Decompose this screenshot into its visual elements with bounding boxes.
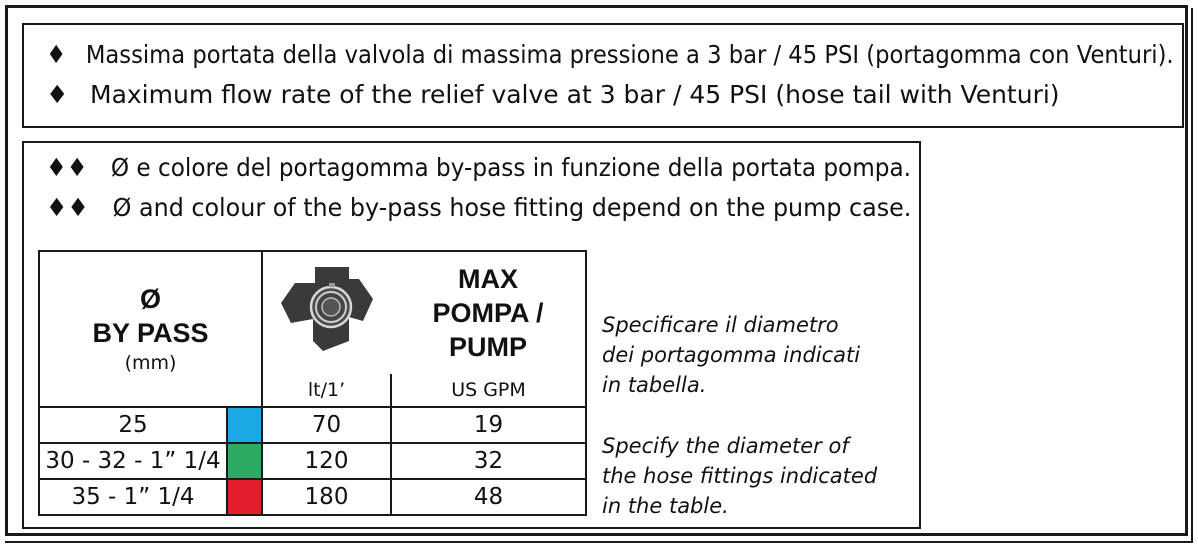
color-swatch xyxy=(227,443,262,479)
flow-note-italian: ♦ Massima portata della valvola di massima pressione a 3 bar / 45 PSI (portagomma con Venturi). xyxy=(46,40,1174,69)
pump-icon-cell xyxy=(262,251,391,374)
bypass-value: 35 - 1” 1/4 xyxy=(39,479,227,515)
bypass-title: BY PASS xyxy=(92,318,209,348)
pump-title-line2: POMPA / xyxy=(432,297,544,328)
color-swatch xyxy=(227,479,262,515)
diamond-bullet-icon: ♦ xyxy=(46,40,67,69)
lt-value: 180 xyxy=(262,479,391,515)
bypass-value: 30 - 32 - 1” 1/4 xyxy=(39,443,227,479)
bypass-note-italian: ♦♦ Ø e colore del portagomma by-pass in funzione della portata pompa. xyxy=(46,153,912,182)
bypass-value: 25 xyxy=(39,407,227,443)
bypass-note-english: ♦♦ Ø and colour of the by-pass hose fitting depend on the pump case. xyxy=(46,193,912,222)
color-swatch xyxy=(227,407,262,443)
table-row xyxy=(39,443,586,479)
bypass-spec-table xyxy=(38,250,587,516)
gpm-value: 48 xyxy=(391,479,586,515)
pump-title-line1: MAX xyxy=(458,263,518,294)
gpm-value: 19 xyxy=(391,407,586,443)
table-row xyxy=(39,479,586,515)
flow-rate-note-box xyxy=(22,23,1184,128)
diameter-symbol: Ø xyxy=(139,284,161,314)
gpm-value: 32 xyxy=(391,443,586,479)
frame-shadow-bottom xyxy=(5,541,1193,543)
table-row xyxy=(39,407,586,443)
lt-value: 120 xyxy=(262,443,391,479)
double-diamond-bullet-icon: ♦♦ xyxy=(46,153,88,182)
diamond-bullet-icon: ♦ xyxy=(46,80,69,109)
side-note-italian: Specificare il diametro dei portagomma indicati in tabella. xyxy=(602,313,861,397)
pump-head-icon xyxy=(277,261,377,361)
pump-header-cell xyxy=(391,251,586,374)
unit-lt-cell: lt/1’ xyxy=(262,374,391,407)
bypass-unit: (mm) xyxy=(124,352,177,374)
unit-gpm-cell: US GPM xyxy=(391,374,586,407)
pump-title-line3: PUMP xyxy=(448,331,527,362)
bypass-header-cell xyxy=(39,251,262,407)
flow-note-english: ♦ Maximum flow rate of the relief valve at 3 bar / 45 PSI (hose tail with Venturi) xyxy=(46,80,1060,109)
double-diamond-bullet-icon: ♦♦ xyxy=(46,193,89,222)
side-note-english: Specify the diameter of the hose fittings indicated in the table. xyxy=(602,434,878,518)
lt-value: 70 xyxy=(262,407,391,443)
frame-shadow-right xyxy=(1191,8,1193,543)
